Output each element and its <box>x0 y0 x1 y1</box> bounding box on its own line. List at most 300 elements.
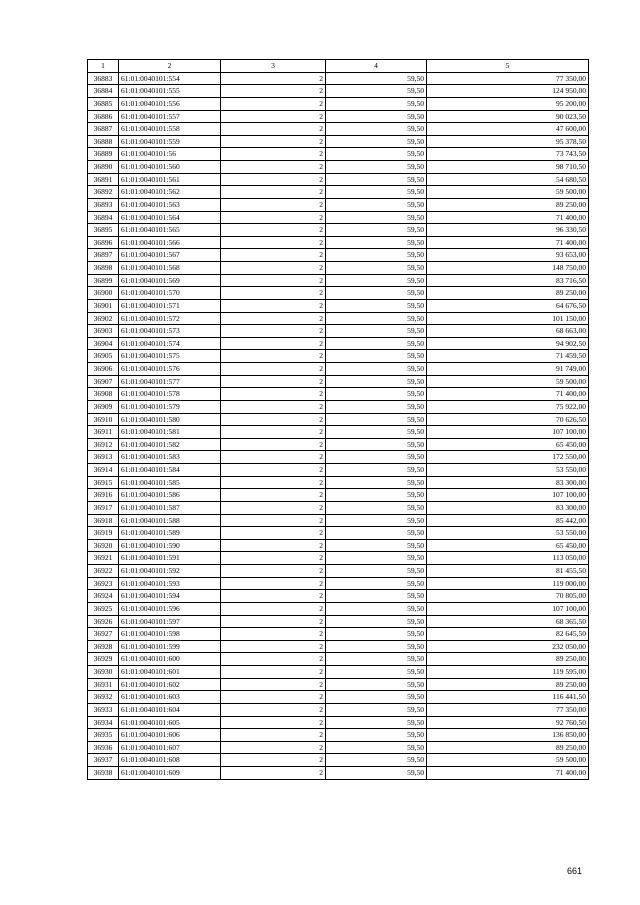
row-number-cell: 36896 <box>88 236 119 249</box>
count-cell: 2 <box>221 476 326 489</box>
amount-cell: 136 850,00 <box>427 729 589 742</box>
cadastral-number-cell: 61:01:0040101:583 <box>119 451 221 464</box>
amount-cell: 65 450,00 <box>427 539 589 552</box>
count-cell: 2 <box>221 249 326 262</box>
table-row <box>88 400 589 413</box>
row-number-cell: 36898 <box>88 262 119 275</box>
count-cell: 2 <box>221 539 326 552</box>
table-row <box>88 161 589 174</box>
count-cell: 2 <box>221 274 326 287</box>
count-cell: 2 <box>221 628 326 641</box>
count-cell: 2 <box>221 325 326 338</box>
amount-cell: 59 500,00 <box>427 375 589 388</box>
count-cell: 2 <box>221 97 326 110</box>
area-cell: 59,50 <box>326 464 427 477</box>
count-cell: 2 <box>221 577 326 590</box>
table-body <box>88 72 589 779</box>
count-cell: 2 <box>221 716 326 729</box>
cadastral-number-cell: 61:01:0040101:603 <box>119 691 221 704</box>
cadastral-number-cell: 61:01:0040101:554 <box>119 72 221 85</box>
count-cell: 2 <box>221 464 326 477</box>
area-cell: 59,50 <box>326 729 427 742</box>
registry-table <box>87 59 589 780</box>
count-cell: 2 <box>221 451 326 464</box>
count-cell: 2 <box>221 413 326 426</box>
count-cell: 2 <box>221 666 326 679</box>
table-row <box>88 476 589 489</box>
count-cell: 2 <box>221 312 326 325</box>
amount-cell: 59 500,00 <box>427 754 589 767</box>
area-cell: 59,50 <box>326 590 427 603</box>
table-row <box>88 85 589 98</box>
cadastral-number-cell: 61:01:0040101:560 <box>119 161 221 174</box>
area-cell: 59,50 <box>326 615 427 628</box>
table-row <box>88 426 589 439</box>
area-cell: 59,50 <box>326 236 427 249</box>
row-number-cell: 36900 <box>88 287 119 300</box>
row-number-cell: 36888 <box>88 135 119 148</box>
cadastral-number-cell: 61:01:0040101:592 <box>119 565 221 578</box>
row-number-cell: 36886 <box>88 110 119 123</box>
amount-cell: 83 716,50 <box>427 274 589 287</box>
table-row <box>88 350 589 363</box>
table-row <box>88 123 589 136</box>
count-cell: 2 <box>221 552 326 565</box>
amount-cell: 71 459,50 <box>427 350 589 363</box>
area-cell: 59,50 <box>326 678 427 691</box>
area-cell: 59,50 <box>326 438 427 451</box>
row-number-cell: 36890 <box>88 161 119 174</box>
cadastral-number-cell: 61:01:0040101:597 <box>119 615 221 628</box>
row-number-cell: 36920 <box>88 539 119 552</box>
amount-cell: 64 676,50 <box>427 299 589 312</box>
cadastral-number-cell: 61:01:0040101:602 <box>119 678 221 691</box>
amount-cell: 94 902,50 <box>427 337 589 350</box>
amount-cell: 68 663,00 <box>427 325 589 338</box>
cadastral-number-cell: 61:01:0040101:56 <box>119 148 221 161</box>
area-cell: 59,50 <box>326 287 427 300</box>
table-row <box>88 135 589 148</box>
amount-cell: 71 400,00 <box>427 211 589 224</box>
area-cell: 59,50 <box>326 400 427 413</box>
cadastral-number-cell: 61:01:0040101:578 <box>119 388 221 401</box>
cadastral-number-cell: 61:01:0040101:600 <box>119 653 221 666</box>
row-number-cell: 36894 <box>88 211 119 224</box>
cadastral-number-cell: 61:01:0040101:594 <box>119 590 221 603</box>
table-header-row <box>88 60 589 73</box>
area-cell: 59,50 <box>326 337 427 350</box>
cadastral-number-cell: 61:01:0040101:574 <box>119 337 221 350</box>
row-number-cell: 36916 <box>88 489 119 502</box>
count-cell: 2 <box>221 741 326 754</box>
cadastral-number-cell: 61:01:0040101:576 <box>119 363 221 376</box>
amount-cell: 53 550,00 <box>427 527 589 540</box>
cadastral-number-cell: 61:01:0040101:575 <box>119 350 221 363</box>
table-row <box>88 628 589 641</box>
area-cell: 59,50 <box>326 312 427 325</box>
count-cell: 2 <box>221 123 326 136</box>
area-cell: 59,50 <box>326 602 427 615</box>
cadastral-number-cell: 61:01:0040101:573 <box>119 325 221 338</box>
amount-cell: 91 749,00 <box>427 363 589 376</box>
cadastral-number-cell: 61:01:0040101:557 <box>119 110 221 123</box>
row-number-cell: 36937 <box>88 754 119 767</box>
table-row <box>88 236 589 249</box>
row-number-cell: 36883 <box>88 72 119 85</box>
table-row <box>88 198 589 211</box>
cadastral-number-cell: 61:01:0040101:568 <box>119 262 221 275</box>
row-number-cell: 36905 <box>88 350 119 363</box>
area-cell: 59,50 <box>326 691 427 704</box>
count-cell: 2 <box>221 287 326 300</box>
area-cell: 59,50 <box>326 186 427 199</box>
cadastral-number-cell: 61:01:0040101:577 <box>119 375 221 388</box>
count-cell: 2 <box>221 211 326 224</box>
row-number-cell: 36925 <box>88 602 119 615</box>
row-number-cell: 36915 <box>88 476 119 489</box>
table-row <box>88 602 589 615</box>
row-number-cell: 36929 <box>88 653 119 666</box>
row-number-cell: 36931 <box>88 678 119 691</box>
count-cell: 2 <box>221 590 326 603</box>
cadastral-number-cell: 61:01:0040101:571 <box>119 299 221 312</box>
amount-cell: 107 100,00 <box>427 426 589 439</box>
table-row <box>88 375 589 388</box>
row-number-cell: 36936 <box>88 741 119 754</box>
amount-cell: 98 710,50 <box>427 161 589 174</box>
amount-cell: 71 400,00 <box>427 767 589 780</box>
cadastral-number-cell: 61:01:0040101:587 <box>119 501 221 514</box>
amount-cell: 70 805,00 <box>427 590 589 603</box>
row-number-cell: 36907 <box>88 375 119 388</box>
cadastral-number-cell: 61:01:0040101:589 <box>119 527 221 540</box>
amount-cell: 65 450,00 <box>427 438 589 451</box>
count-cell: 2 <box>221 615 326 628</box>
table-row <box>88 577 589 590</box>
area-cell: 59,50 <box>326 262 427 275</box>
count-cell: 2 <box>221 640 326 653</box>
cadastral-number-cell: 61:01:0040101:562 <box>119 186 221 199</box>
amount-cell: 95 378,50 <box>427 135 589 148</box>
cadastral-number-cell: 61:01:0040101:558 <box>119 123 221 136</box>
count-cell: 2 <box>221 148 326 161</box>
row-number-cell: 36918 <box>88 514 119 527</box>
row-number-cell: 36903 <box>88 325 119 338</box>
area-cell: 59,50 <box>326 135 427 148</box>
amount-cell: 93 653,00 <box>427 249 589 262</box>
table-row <box>88 640 589 653</box>
table-row <box>88 615 589 628</box>
amount-cell: 68 365,50 <box>427 615 589 628</box>
table-row <box>88 363 589 376</box>
area-cell: 59,50 <box>326 72 427 85</box>
row-number-cell: 36914 <box>88 464 119 477</box>
table-row <box>88 514 589 527</box>
amount-cell: 89 250,00 <box>427 678 589 691</box>
cadastral-number-cell: 61:01:0040101:606 <box>119 729 221 742</box>
amount-cell: 47 600,00 <box>427 123 589 136</box>
amount-cell: 107 100,00 <box>427 602 589 615</box>
count-cell: 2 <box>221 198 326 211</box>
area-cell: 59,50 <box>326 451 427 464</box>
amount-cell: 71 400,00 <box>427 236 589 249</box>
amount-cell: 90 023,50 <box>427 110 589 123</box>
table-row <box>88 211 589 224</box>
table-row <box>88 97 589 110</box>
count-cell: 2 <box>221 565 326 578</box>
area-cell: 59,50 <box>326 110 427 123</box>
table-row <box>88 527 589 540</box>
cadastral-number-cell: 61:01:0040101:584 <box>119 464 221 477</box>
table-row <box>88 666 589 679</box>
cadastral-number-cell: 61:01:0040101:579 <box>119 400 221 413</box>
row-number-cell: 36913 <box>88 451 119 464</box>
row-number-cell: 36904 <box>88 337 119 350</box>
row-number-cell: 36885 <box>88 97 119 110</box>
table-row <box>88 451 589 464</box>
count-cell: 2 <box>221 299 326 312</box>
table-row <box>88 337 589 350</box>
area-cell: 59,50 <box>326 741 427 754</box>
row-number-cell: 36930 <box>88 666 119 679</box>
table-row <box>88 388 589 401</box>
row-number-cell: 36933 <box>88 703 119 716</box>
table-row <box>88 186 589 199</box>
cadastral-number-cell: 61:01:0040101:591 <box>119 552 221 565</box>
column-header-2: 2 <box>119 60 221 73</box>
amount-cell: 95 200,00 <box>427 97 589 110</box>
row-number-cell: 36887 <box>88 123 119 136</box>
count-cell: 2 <box>221 262 326 275</box>
table-row <box>88 767 589 780</box>
column-header-4: 4 <box>326 60 427 73</box>
area-cell: 59,50 <box>326 85 427 98</box>
amount-cell: 54 680,50 <box>427 173 589 186</box>
row-number-cell: 36909 <box>88 400 119 413</box>
row-number-cell: 36932 <box>88 691 119 704</box>
cadastral-number-cell: 61:01:0040101:593 <box>119 577 221 590</box>
area-cell: 59,50 <box>326 123 427 136</box>
cadastral-number-cell: 61:01:0040101:609 <box>119 767 221 780</box>
amount-cell: 89 250,00 <box>427 653 589 666</box>
table-row <box>88 489 589 502</box>
count-cell: 2 <box>221 350 326 363</box>
row-number-cell: 36927 <box>88 628 119 641</box>
row-number-cell: 36908 <box>88 388 119 401</box>
table-row <box>88 72 589 85</box>
table-row <box>88 703 589 716</box>
amount-cell: 232 050,00 <box>427 640 589 653</box>
area-cell: 59,50 <box>326 173 427 186</box>
cadastral-number-cell: 61:01:0040101:580 <box>119 413 221 426</box>
cadastral-number-cell: 61:01:0040101:608 <box>119 754 221 767</box>
count-cell: 2 <box>221 514 326 527</box>
cadastral-number-cell: 61:01:0040101:588 <box>119 514 221 527</box>
area-cell: 59,50 <box>326 666 427 679</box>
area-cell: 59,50 <box>326 565 427 578</box>
table-row <box>88 299 589 312</box>
count-cell: 2 <box>221 489 326 502</box>
count-cell: 2 <box>221 337 326 350</box>
row-number-cell: 36906 <box>88 363 119 376</box>
count-cell: 2 <box>221 703 326 716</box>
row-number-cell: 36910 <box>88 413 119 426</box>
cadastral-number-cell: 61:01:0040101:599 <box>119 640 221 653</box>
row-number-cell: 36935 <box>88 729 119 742</box>
row-number-cell: 36926 <box>88 615 119 628</box>
count-cell: 2 <box>221 767 326 780</box>
row-number-cell: 36899 <box>88 274 119 287</box>
cadastral-number-cell: 61:01:0040101:559 <box>119 135 221 148</box>
cadastral-number-cell: 61:01:0040101:570 <box>119 287 221 300</box>
area-cell: 59,50 <box>326 703 427 716</box>
amount-cell: 85 442,00 <box>427 514 589 527</box>
count-cell: 2 <box>221 438 326 451</box>
cadastral-number-cell: 61:01:0040101:561 <box>119 173 221 186</box>
table-row <box>88 754 589 767</box>
count-cell: 2 <box>221 135 326 148</box>
amount-cell: 77 350,00 <box>427 703 589 716</box>
row-number-cell: 36919 <box>88 527 119 540</box>
row-number-cell: 36902 <box>88 312 119 325</box>
count-cell: 2 <box>221 527 326 540</box>
area-cell: 59,50 <box>326 716 427 729</box>
amount-cell: 92 760,50 <box>427 716 589 729</box>
area-cell: 59,50 <box>326 754 427 767</box>
area-cell: 59,50 <box>326 476 427 489</box>
area-cell: 59,50 <box>326 501 427 514</box>
area-cell: 59,50 <box>326 198 427 211</box>
row-number-cell: 36891 <box>88 173 119 186</box>
column-header-3: 3 <box>221 60 326 73</box>
row-number-cell: 36895 <box>88 224 119 237</box>
column-header-5: 5 <box>427 60 589 73</box>
area-cell: 59,50 <box>326 224 427 237</box>
area-cell: 59,50 <box>326 653 427 666</box>
area-cell: 59,50 <box>326 539 427 552</box>
amount-cell: 148 750,00 <box>427 262 589 275</box>
table-row <box>88 590 589 603</box>
count-cell: 2 <box>221 501 326 514</box>
amount-cell: 89 250,00 <box>427 741 589 754</box>
table-row <box>88 464 589 477</box>
row-number-cell: 36934 <box>88 716 119 729</box>
count-cell: 2 <box>221 363 326 376</box>
column-header-1: 1 <box>88 60 119 73</box>
row-number-cell: 36884 <box>88 85 119 98</box>
cadastral-number-cell: 61:01:0040101:607 <box>119 741 221 754</box>
table-row <box>88 287 589 300</box>
row-number-cell: 36921 <box>88 552 119 565</box>
area-cell: 59,50 <box>326 489 427 502</box>
cadastral-number-cell: 61:01:0040101:605 <box>119 716 221 729</box>
row-number-cell: 36938 <box>88 767 119 780</box>
table-row <box>88 325 589 338</box>
cadastral-number-cell: 61:01:0040101:601 <box>119 666 221 679</box>
amount-cell: 83 300,00 <box>427 501 589 514</box>
table-row <box>88 565 589 578</box>
amount-cell: 119 000,00 <box>427 577 589 590</box>
area-cell: 59,50 <box>326 325 427 338</box>
count-cell: 2 <box>221 426 326 439</box>
area-cell: 59,50 <box>326 97 427 110</box>
cadastral-number-cell: 61:01:0040101:598 <box>119 628 221 641</box>
row-number-cell: 36928 <box>88 640 119 653</box>
area-cell: 59,50 <box>326 552 427 565</box>
count-cell: 2 <box>221 678 326 691</box>
count-cell: 2 <box>221 653 326 666</box>
amount-cell: 59 500,00 <box>427 186 589 199</box>
amount-cell: 82 645,50 <box>427 628 589 641</box>
count-cell: 2 <box>221 602 326 615</box>
area-cell: 59,50 <box>326 299 427 312</box>
cadastral-number-cell: 61:01:0040101:565 <box>119 224 221 237</box>
amount-cell: 81 455,50 <box>427 565 589 578</box>
table-row <box>88 413 589 426</box>
row-number-cell: 36924 <box>88 590 119 603</box>
area-cell: 59,50 <box>326 148 427 161</box>
amount-cell: 172 550,00 <box>427 451 589 464</box>
amount-cell: 89 250,00 <box>427 198 589 211</box>
cadastral-number-cell: 61:01:0040101:564 <box>119 211 221 224</box>
amount-cell: 113 050,00 <box>427 552 589 565</box>
table-row <box>88 729 589 742</box>
count-cell: 2 <box>221 161 326 174</box>
amount-cell: 70 626,50 <box>427 413 589 426</box>
row-number-cell: 36893 <box>88 198 119 211</box>
cadastral-number-cell: 61:01:0040101:563 <box>119 198 221 211</box>
table-row <box>88 552 589 565</box>
amount-cell: 89 250,00 <box>427 287 589 300</box>
count-cell: 2 <box>221 400 326 413</box>
area-cell: 59,50 <box>326 249 427 262</box>
cadastral-number-cell: 61:01:0040101:581 <box>119 426 221 439</box>
count-cell: 2 <box>221 236 326 249</box>
area-cell: 59,50 <box>326 161 427 174</box>
count-cell: 2 <box>221 224 326 237</box>
amount-cell: 124 950,00 <box>427 85 589 98</box>
row-number-cell: 36923 <box>88 577 119 590</box>
count-cell: 2 <box>221 173 326 186</box>
table-row <box>88 173 589 186</box>
cadastral-number-cell: 61:01:0040101:572 <box>119 312 221 325</box>
table-row <box>88 678 589 691</box>
cadastral-number-cell: 61:01:0040101:604 <box>119 703 221 716</box>
area-cell: 59,50 <box>326 577 427 590</box>
amount-cell: 53 550,00 <box>427 464 589 477</box>
area-cell: 59,50 <box>326 274 427 287</box>
area-cell: 59,50 <box>326 527 427 540</box>
count-cell: 2 <box>221 388 326 401</box>
page-number: 661 <box>567 866 583 876</box>
area-cell: 59,50 <box>326 363 427 376</box>
count-cell: 2 <box>221 186 326 199</box>
amount-cell: 83 300,00 <box>427 476 589 489</box>
count-cell: 2 <box>221 72 326 85</box>
table-row <box>88 501 589 514</box>
row-number-cell: 36917 <box>88 501 119 514</box>
count-cell: 2 <box>221 729 326 742</box>
table-row <box>88 148 589 161</box>
row-number-cell: 36922 <box>88 565 119 578</box>
count-cell: 2 <box>221 691 326 704</box>
cadastral-number-cell: 61:01:0040101:569 <box>119 274 221 287</box>
area-cell: 59,50 <box>326 640 427 653</box>
area-cell: 59,50 <box>326 767 427 780</box>
row-number-cell: 36892 <box>88 186 119 199</box>
area-cell: 59,50 <box>326 426 427 439</box>
amount-cell: 73 743,50 <box>427 148 589 161</box>
